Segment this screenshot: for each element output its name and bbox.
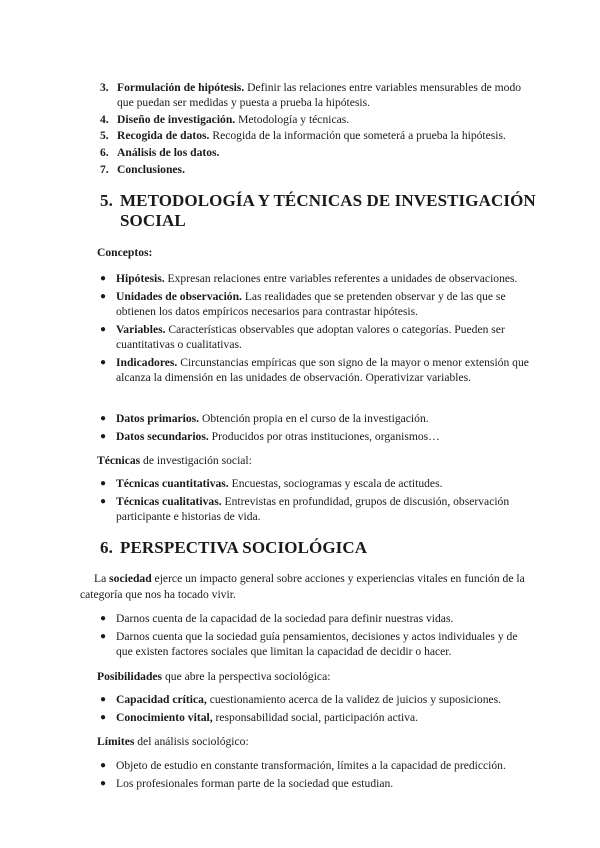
list-item: 3. Formulación de hipótesis. Definir las relaciones entre variables mensurables de modo que puedan ser medidas y puesta a prueba la hipótesis. xyxy=(100,81,522,110)
conceptos-label: Conceptos: xyxy=(97,246,153,259)
list-item: 5. Recogida de datos. Recogida de la información que someterá a prueba la hipótesis. xyxy=(100,129,506,143)
datos-list xyxy=(100,411,536,446)
tecnicas-list xyxy=(100,476,536,527)
list-item: ● Variables. Características observables que adoptan valores o categorías. Pueden ser cuantitativas o cualitativas. xyxy=(100,322,505,351)
list-item: ● Objeto de estudio en constante transformación, límites a la capacidad de predicción. xyxy=(100,759,506,772)
list-item: ● Darnos cuenta que la sociedad guía pensamientos, decisiones y actos individuales y de que existen factores sociales que limitan la capacidad de decidir o hacer. xyxy=(100,629,518,658)
list-item: ● Técnicas cuantitativas. Encuestas, sociogramas y escala de actitudes. xyxy=(100,477,443,490)
list-item: ● Conocimiento vital, responsabilidad social, participación activa. xyxy=(100,710,419,724)
section-5-heading: 5. METODOLOGÍA Y TÉCNICAS DE INVESTIGACIÓN SOCIAL xyxy=(100,191,536,230)
list-item: ● Los profesionales forman parte de la sociedad que estudian. xyxy=(100,776,394,790)
research-steps-list xyxy=(100,80,530,178)
list-item: ● Datos primarios. Obtención propia en el curso de la investigación. xyxy=(100,412,429,425)
list-item: ● Hipótesis. Expresan relaciones entre variables referentes a unidades de observaciones. xyxy=(100,272,518,285)
tecnicas-label: Técnicas de investigación social: xyxy=(97,454,252,467)
list-item: ● Darnos cuenta de la capacidad de la sociedad para definir nuestras vidas. xyxy=(100,612,454,625)
posibilidades-label: Posibilidades que abre la perspectiva sociológica: xyxy=(97,670,331,683)
list-item: 7. Conclusiones. xyxy=(100,162,185,176)
list-item: ● Técnicas cualitativas. Entrevistas en profundidad, grupos de discusión, observación participante e historias de vida. xyxy=(100,494,510,523)
list-item: ● Unidades de observación. Las realidades que se pretenden observar y de las que se obtienen los datos empíricos necesarios para contrastar hipótesis. xyxy=(100,289,506,318)
sociedad-list xyxy=(100,611,536,662)
sociedad-paragraph: La sociedad ejerce un impacto general sobre acciones y experiencias vitales en función de la categoría que nos ha tocado vivir. xyxy=(80,572,525,601)
list-item: ● Indicadores. Circunstancias empíricas que son signo de la mayor o menor extensión que alcanza la dimensión en las unidades de observación. Operativizar variables. xyxy=(100,355,529,384)
limites-list xyxy=(100,758,536,793)
limites-label: Límites del análisis sociológico: xyxy=(97,735,249,748)
posibilidades-list xyxy=(100,692,536,727)
conceptos-list xyxy=(100,271,536,387)
list-item: ● Datos secundarios. Producidos por otras instituciones, organismos… xyxy=(100,429,440,443)
list-item: ● Capacidad crítica, cuestionamiento acerca de la validez de juicios y suposiciones. xyxy=(100,693,502,706)
list-item: 4. Diseño de investigación. Metodología y técnicas. xyxy=(100,112,350,126)
section-6-heading: 6. PERSPECTIVA SOCIOLÓGICA xyxy=(100,538,368,557)
list-item: 6. Análisis de los datos. xyxy=(100,145,220,159)
